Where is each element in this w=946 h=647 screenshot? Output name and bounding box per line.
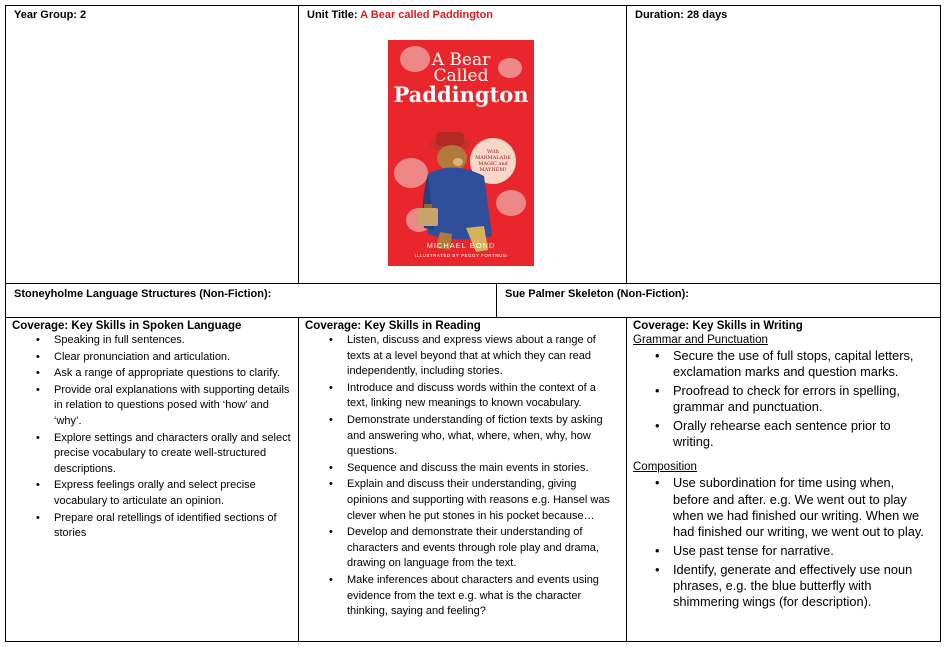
- list-item: • Identify, generate and effectively use noun phrases, e.g. the blue butterfly with shimmering wings (for description).: [673, 562, 932, 611]
- book-title-line3: Paddington: [393, 82, 529, 107]
- composition-list: [633, 475, 936, 610]
- list-item: • Ask a range of appropriate questions to clarify.: [54, 366, 292, 382]
- book-badge: With MARMALADE MAGIC and MAYHEM!: [470, 138, 516, 184]
- year-group-cell: [5, 5, 299, 284]
- reading-coverage-title: Coverage: Key Skills in Reading: [305, 320, 481, 332]
- year-group: Year Group: 2: [14, 9, 87, 21]
- list-item: • Make inferences about characters and events using evidence from the text e.g. what is the character thinking, saying and feeling?: [347, 573, 618, 620]
- list-item: • Explore settings and characters orally and select precise vocabulary to create well-structured descriptions.: [54, 431, 292, 478]
- paddington-bear-illustration: [388, 40, 534, 266]
- list-item: • Listen, discuss and express views about a range of texts at a level beyond that at which they can read independently, including stories.: [347, 333, 618, 380]
- spoken-coverage-title: Coverage: Key Skills in Spoken Language: [12, 320, 242, 332]
- unit-title-label: Unit Title:: [307, 9, 358, 21]
- reading-list: [305, 333, 622, 620]
- grammar-list: [633, 348, 936, 450]
- list-item: • Use subordination for time using when, before and after. e.g. We went out to play when we had finished our writing. When we had finished our writing, we went out to play.: [673, 475, 932, 540]
- stoneyholme-cell: [5, 283, 497, 318]
- book-cover-image: [388, 40, 534, 266]
- list-item: • Orally rehearse each sentence prior to writing.: [673, 418, 932, 450]
- composition-heading: Composition: [633, 461, 697, 474]
- book-title-line2: Called: [433, 66, 489, 86]
- list-item: • Prepare oral retellings of identified sections of stories: [54, 511, 292, 542]
- book-author: MICHAEL BOND: [426, 241, 496, 250]
- list-item: • Provide oral explanations with supporting details in relation to questions posed with ‘how’ and ‘why’.: [54, 383, 292, 430]
- grammar-heading: Grammar and Punctuation: [633, 334, 768, 346]
- list-item: • Demonstrate understanding of fiction texts by asking and answering who, what, where, when, why, how questions.: [347, 413, 618, 460]
- list-item: • Clear pronunciation and articulation.: [54, 350, 292, 366]
- spoken-list: [12, 333, 294, 542]
- writing-cell: [626, 317, 941, 642]
- duration-cell: [626, 5, 941, 284]
- reading-cell: [298, 317, 627, 642]
- sue-palmer-cell: [496, 283, 941, 318]
- list-item: • Use past tense for narrative.: [673, 543, 932, 559]
- writing-coverage-title: Coverage: Key Skills in Writing: [633, 320, 803, 332]
- stoneyholme-structures: Stoneyholme Language Structures (Non-Fiction):: [14, 288, 272, 300]
- duration: Duration: 28 days: [635, 9, 728, 21]
- spoken-language-cell: [5, 317, 299, 642]
- list-item: • Proofread to check for errors in spelling, grammar and punctuation.: [673, 383, 932, 415]
- sue-palmer-skeleton: Sue Palmer Skeleton (Non-Fiction):: [505, 288, 689, 300]
- book-illustrator: ILLUSTRATED BY PEGGY FORTNUM: [414, 253, 508, 258]
- list-item: • Develop and demonstrate their understanding of characters and events through role play and drama, drawing on language from the text.: [347, 525, 618, 572]
- list-item: • Introduce and discuss words within the context of a text, linking new meanings to known vocabulary.: [347, 381, 618, 412]
- list-item: • Express feelings orally and select precise vocabulary to articulate an opinion.: [54, 478, 292, 509]
- list-item: • Speaking in full sentences.: [54, 333, 292, 349]
- unit-title-value: A Bear called Paddington: [360, 9, 494, 21]
- list-item: • Explain and discuss their understanding, giving opinions and supporting with reasons e.g. Hansel was clever when he put stones in his pocket because…: [347, 477, 618, 524]
- list-item: • Secure the use of full stops, capital letters, exclamation marks and question marks.: [673, 348, 932, 380]
- unit-title: [299, 6, 626, 21]
- book-title-line1: A Bear: [431, 50, 491, 70]
- list-item: • Sequence and discuss the main events in stories.: [347, 461, 618, 477]
